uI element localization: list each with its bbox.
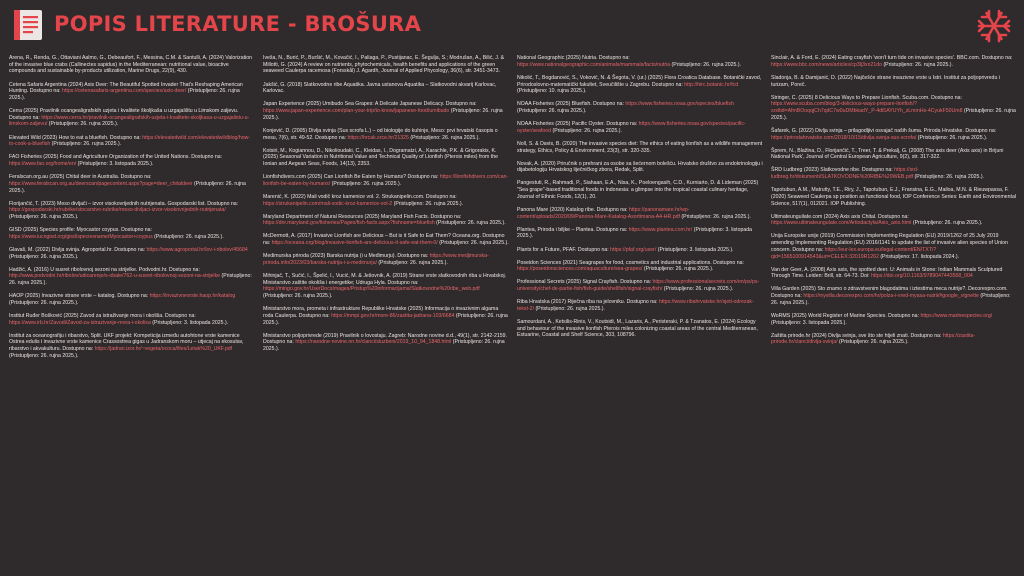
reference-text: Unija Europske unije (2019) Commission Implementing Regulation (EU) 2019/1262 of 25 July 2019 amending Implementing Regulation (EU) 2016/1141 to update the list of invasive alien species of Union concern. Dostupno na: [771, 233, 1010, 253]
reference-link[interactable]: https://oceana.org/blog/invasive-lionfish-are-delicious-it-safe-eat-them-0/ [271, 240, 438, 247]
document-list-icon [14, 10, 42, 40]
page-title: POPIS LITERATURE - BROŠURA [54, 12, 422, 36]
reference-entry [263, 148, 509, 168]
reference-columns [9, 55, 1017, 573]
reference-link[interactable]: https://www.irb.hr/Zavodi/Zavod-za-istrazivanje-mora-i-okolisa [9, 319, 151, 326]
reference-link[interactable]: https://www.fisheries.noaa.gov/species/pacific-oyster/seafood [517, 121, 746, 134]
reference-text: Mihinjač, T., Sučić, I., Špelić, I., Vucić, M. & Ješovnik, A. (2019) Strane vrste slatkovodnih riba u Hrvatskoj. Ministarstvo zaštite okoliša i energetike; Udruga Hyla. Dostupno na: [263, 273, 508, 286]
reference-entry [9, 174, 255, 194]
reference-entry [263, 128, 509, 141]
reference-accessed-date: (Pristupljeno: 26. rujna 2025.). [642, 266, 714, 273]
reference-text: Samourdani, A., Ketsilis-Rinis, V., Koutsidi, M., Lazaris, A., Peristeraki, P. & Tzanatos, E. (2024) Ecology and behaviour of the invasive lionfish Pterois miles colonizing coastal areas of the central Mediterranean, Estuarine, Coastal and Shelf Science, 303, 108796. [517, 319, 760, 339]
reference-text: Riba Hrvatska (2017) Riječna riba na jelovniku. Dostupno na: [517, 299, 659, 306]
reference-accessed-date: (Pristupljeno: 26. rujna 2025.). [263, 339, 507, 353]
reference-accessed-date: (Pristupljeno: 26. rujna 2025.). [263, 108, 505, 121]
reference-accessed-date: (Pristupljeno: 26. rujna 2025.). [534, 305, 605, 312]
reference-link[interactable]: https://www.marinespecies.org/ [920, 312, 993, 319]
reference-text: Elevated Wild (2023) How to eat a bluefish. Dostupno na: [9, 134, 143, 141]
reference-text: Noll, S. & Davis, B. (2020) The invasive species diet: The ethics of eating lionfish as a wildlife management strategy, Ethics, Policy & Environment, 23(3), str. 320-335. [517, 140, 764, 154]
reference-link[interactable]: https://dnr.maryland.gov/fisheries/Pages/fish-facts.aspx?fishname=bluefish [263, 220, 435, 227]
reference-link[interactable]: https://invazivnevrste.haop.hr/katalog [149, 293, 236, 300]
reference-accessed-date: (Pristupljeno: 26. rujna 2025.). [50, 141, 122, 148]
reference-text: Jakšić, G. (2018) Slatkovodne ribe Aquatika. Javna ustanova Aquatika – Slatkovodni akvarij Karlovac, Karlovac. [263, 81, 498, 95]
reference-link[interactable]: https://www.agroportal.hr/lov-i-ribolov/45684 [146, 246, 248, 253]
reference-entry [771, 187, 1017, 207]
reference-text: Konjević, D. (2005) Divlja svinja (Sus scrofa L.) – od biologije do kuhinje, Meso: prvi hrvatski časopis o mesu, 7(6), str. 49-52. Dostupno na: [263, 127, 500, 141]
reference-entry [517, 247, 763, 254]
reference-text: Plants for a Future, PFAF. Dostupno na: [517, 246, 611, 253]
reference-entry [263, 306, 509, 326]
reference-entry [263, 174, 509, 187]
reference-link[interactable]: https://elevatedwild.com/elevatedwildblog/how-to-cook-a-bluefish [9, 134, 251, 148]
reference-entry [263, 253, 509, 266]
reference-text: Ultimateunguilate.com (2024) Axis axis Chital. Dostupno na: [771, 213, 911, 220]
reference-entry [9, 154, 255, 167]
reference-link[interactable]: https://www.nationalgeographic.com/animals/mammals/facts/nutria [517, 61, 671, 68]
reference-accessed-date: (Pristupljeno: 26. rujna 2025.). [376, 259, 448, 266]
reference-link[interactable]: https://poseidonsciences.com/aquaculture/sea-grapes/ [517, 266, 643, 273]
reference-entry [517, 55, 763, 68]
reference-accessed-date: (Pristupljeno: 26. rujna 2025.). [9, 207, 228, 220]
reference-entry [517, 101, 763, 114]
reference-accessed-date: (Pristupljeno: 26. rujna 2025.). [437, 240, 509, 247]
reference-link[interactable]: https://www.ribahrvatske.hr/sjeti-odrezak-tekst-2/ [517, 299, 754, 312]
reference-text: Villa Garden (2025) Sto znamo o zdravstvenim blagodatima i iztestima meса nutrije?. Decorexpro.com. Dostupno na: [771, 286, 1010, 300]
reference-entry [263, 233, 509, 246]
reference-entry [263, 101, 509, 121]
reference-accessed-date: (Pristupljeno: 3. listopada 2025.). [656, 246, 734, 253]
reference-text: Japan Experience (2025) Umibudo Sea Grapes: A Delicate Japanese Delicacy. Dostupno na: [263, 101, 479, 108]
reference-entry [9, 267, 255, 287]
reference-text: NOAA Fisheries (2025) Bluefish. Dostupno na: [517, 101, 626, 108]
reference-accessed-date: (Pristupljeno: 26. rujna 2025.). [152, 233, 224, 240]
reference-accessed-date: (Pristupljeno: 26. rujna 2025.). [263, 286, 482, 300]
reference-text: Plantea, Priroda i biljke – Plantea. Dostupno na: [517, 226, 629, 233]
reference-link[interactable]: https://eur-lex.europa.eu/legal-content/EN/TXT/?qid=1565100914543&uri=CELEX:32019R1262 [771, 246, 937, 260]
reference-link[interactable]: https://www.professionalsecrets.com/en/ps/ps-university/chef-de-partie-fish/fish-guide/shellfish/signal-crayfish/ [517, 279, 760, 293]
reference-entry [771, 75, 1017, 88]
reference-entry [517, 260, 763, 273]
reference-entry [9, 201, 255, 221]
reference-text: Nikolić, T., Bogdanović, S., Voković, N. & Šegota, V. (ur.) (2025) Flora Croatica Database. Botanički zavod, Prirodoslovno-matematički fakultet, Sveučilište u Zagrebu. Dostupno na: [517, 74, 763, 88]
reference-text: Sladonja, B. & Damijanić, D. (2022) Najčešće strane invazivne vrste u Istri. Institut za poljoprivredu i turizam, Poreč. [771, 74, 1002, 88]
reference-link[interactable]: https://www.iucngisd.org/gisd/speciesname/Myocastor+coypus [9, 233, 153, 240]
reference-text: Pangestuti, R., Rahmadi, P., Siahaan, E.A., Nisa, K., Poeloengasih, C.D., Kurniarto, D. & Lideman (2025) "Sea grape"-based traditional foods in Indonesia: a glimpse into the tropical coastal culinary heritage, Journal of Ethnic Foods, 12(1), 20. [517, 180, 760, 200]
reference-entry [517, 319, 763, 339]
reference-accessed-date: (Pristupljeno: 26. rujna 2025.). [330, 180, 402, 187]
reference-link[interactable]: https://prirodahrvatske.com/2018/10/15/divlja-svinja-sus-scrofa/ [771, 134, 917, 141]
reference-entry [517, 75, 763, 95]
reference-accessed-date: (Pristupljeno: 26. rujna 2025.). [916, 134, 988, 141]
reference-text: Tapotubun, A.M., Matrutty, T.E., Riry, J., Tapotubun, E.J., Fransina, E.G., Mailoa, M.N. & Rieuwpassa, F. (2020) Seaweed Caulerpa sp position as functional food, IOP Conference Series: Earth and Environmental Science, 517(1), 012021. IOP Publishing. [771, 187, 1018, 207]
reference-entry [517, 207, 763, 220]
reference-accessed-date: (Pristupljeno: 26. rujna 2025.). [679, 213, 751, 220]
reference-accessed-date: (Pristupljeno: 3. listopada 2025.). [517, 226, 754, 240]
reference-link[interactable]: http://www.podvodni.hr/ribolov/udicarenje/s-obale/762-u-susret-ribolovnoj-sezoni-na-strijelke [9, 273, 221, 280]
reference-accessed-date: (Pristupljeno: 26. rujna 2025.). [392, 200, 464, 207]
reference-entry [517, 141, 763, 154]
reference-text: National Geographic (2025) Nutria. Dostupno na: [517, 55, 632, 61]
reference-accessed-date: (Pristupljeno: 26. rujna 2025.). [263, 312, 510, 326]
reference-entry [771, 233, 1017, 260]
reference-text: Arena, R., Renda, G., Ottaviani Aalmo, G., Debeaufort, F., Messina, C.M. & Santulli, A. (2024) Valorization of the invasive blue crabs (Callinectes sapidus) in the Mediterranean: nutritional value, bioactive compounds and sustainable by-products utilization, Marine Drugs, 22(9), 430. [9, 55, 254, 75]
reference-accessed-date: (Pristupljeno: 26. rujna 2025.). [771, 293, 1013, 306]
reference-text: Cetena Safaris Argentina (2024) Axis Deer: The Beautiful Spotted Invader That's Reshaping American Hunting. Dostupno na: [9, 81, 245, 95]
reference-link[interactable]: https://www.medjimurska-priroda.info/2023/03/barska-nutrija-i-u-medimurju/ [263, 253, 489, 266]
reference-text: Novak, A. (2020) Priručnik o prehrani za osobe sa šećernom bolešću. Hrvatsko društvo za endokrinologiju i dijabetologiju Hrvatskog liječničkog zbora, Redak, Split. [517, 160, 765, 174]
reference-accessed-date: (Pristupljeno: 26. rujna 2025.). [9, 273, 254, 287]
reference-accessed-date: (Pristupljeno: 26. rujna 2025.). [771, 108, 1018, 121]
reference-link[interactable]: https://srd-ludbreg.hr/dokumenti/SLATKOVODNE%20RIBE%20WEB.pdf [771, 167, 919, 181]
reference-text: ŠRD Ludbreg (2023) Slatkovodne ribe. Dostupno na: [771, 167, 895, 174]
reference-accessed-date: (Pristupljeno: 26. rujna 2025.). [662, 286, 734, 293]
reference-entry [263, 333, 509, 353]
reference-accessed-date: (Pristupljeno: 26. rujna 2025.). [913, 174, 984, 181]
reference-text: Panona Mare (2020) Katalog ribe. Dostupno na: [517, 206, 629, 213]
reference-entry [9, 55, 255, 75]
reference-text: HAOP (2025) Invazivne strane vrste – katalog. Dostupno na: [9, 293, 150, 300]
reference-entry [9, 293, 255, 306]
reference-column-2 [263, 55, 509, 573]
reference-text: NOAA Fisheries (2025) Pacific Oyster. Dostupno na: [517, 121, 639, 128]
reference-link[interactable]: https://zastita-prirode.hr/clanci/divlja-svinja/ [771, 332, 976, 346]
reference-link[interactable]: https://www.japan-experience.com/plan-your-trip/to-know/japanese-food/umibudo [263, 108, 450, 114]
reference-text: Maryland Department of Natural Resources (2025) Maryland Fish Facts. Dostupno na: [263, 213, 463, 220]
reference-text: Ivešа, N., Burić, P., Buršić, M., Kovačić, I., Paliaga, P., Pustijanac, E. Šegulja, S.; Modrušan, A., Bilić, J. & Millotti, G. (2024) A review on nutrients, phytochemicals, health benefits and applications of the green seaweed Caulerpa racemosa (Forsskål) J. Agardh, Journal of Applied Phycology, 36(6), str. 3451-3473. [263, 55, 506, 75]
reference-entry [517, 121, 763, 134]
reference-accessed-date: (Pristupljeno: 26. rujna 2025.). [837, 339, 909, 346]
reference-entry [263, 82, 509, 95]
reference-link[interactable]: https://www.cerra.hr/pravilnik-ocangealigrafskih-uzjeta-i-kvalitete-skoljkasa-u-uzgajalistu-u-limskom-zaljevu/ [9, 114, 250, 128]
reference-text: GISD (2025) Species profile: Myocastor coypus. Dostupno na: [9, 227, 154, 234]
reference-link[interactable]: http://hirc.botanic.hr/fcd [684, 81, 739, 88]
reference-link[interactable]: https://www.fao.org/home/en/ [9, 161, 77, 167]
reference-text: FAO Fisheries (2025) Food and Agriculture Organization of the United Nations. Dostupno na: [9, 154, 224, 161]
reference-entry [771, 128, 1017, 141]
reference-entry [9, 313, 255, 326]
reference-text: McDermott, A. (2017) Invasive Lionfish are Delicious – But is it Safe to Eat Them? Oceana.org. Dostupno na: [263, 233, 506, 247]
reference-text: Florijančić, T. (2023) Meso divljači – izvor visokovrijednih nutrijenata. Gospodarski list. Dostupno na: [9, 200, 240, 207]
reference-entry [771, 267, 1017, 280]
reference-entry [9, 82, 255, 102]
reference-accessed-date: (Pristupljeno: 3. listopada 2025.). [771, 312, 994, 326]
reference-entry [9, 227, 255, 240]
reference-link[interactable]: https://jadran.izor.hr/~vegeta/ococa/files/Letak%20_UKF.pdf [94, 346, 233, 353]
reference-text: Poseidon Sciences (2021) Seagrapes for food, cosmetics and industrial applications. Dostupno na: [517, 259, 746, 266]
reference-text: Lionfishdivers.com (2025) Can Lionfish Be Eaten by Humans? Dostupno na: [263, 174, 440, 181]
reference-link[interactable]: https://mingo.gov.hr/UserDocsImages/Pristup%20informacijama/Slatkovodne%20ribe_web.pdf [263, 286, 480, 293]
reference-accessed-date: (Pristupljeno: 26. rujna 2025.). [408, 134, 480, 141]
reference-link[interactable]: https://narodne-novine.nn.hr/clanci/sluzbeni/2019_10_94_1848.html [295, 339, 452, 346]
reference-text: Cerra (2025) Pravilnik ocangealigrafskih uzjeta i kvalitete školjkaša u uzgajalištu u Limskom zaljevu. Dostupno na: [9, 108, 240, 121]
reference-entry [263, 273, 509, 300]
reference-link[interactable]: https://pfaf.org/user/ [610, 246, 657, 253]
reference-link[interactable]: https://www.fisheries.noaa.gov/species/bluefish [625, 101, 734, 108]
reference-entry [9, 135, 255, 148]
reference-text: WoRMS (2025) World Register of Marine Species. Dostupno na: [771, 312, 921, 319]
reference-entry [771, 148, 1017, 161]
reference-accessed-date: (Pristupljeno: 26. rujna 2025.). [9, 180, 248, 194]
reference-link[interactable]: https://www.scuba.com/blog/3-delicious-ways-prepare-lionfish/?srsltid=AfmBOoqqjCh7qdC7w0uDMbkadY_P-4di5AYUYh_zLmmHs-4CyukF50Um8 [771, 101, 963, 114]
reference-accessed-date: (Pristupljeno: 3. listopada 2025.). [150, 319, 229, 326]
reference-entry [263, 55, 509, 75]
reference-text: Zaštita prirode.hr (2024) Divlja svinja, sve što ste htjeli znati. Dostupno na: [771, 332, 943, 339]
reference-text: Professional Secrets (2025) Signal Crayfish. Dostupno na: [517, 279, 653, 286]
reference-text: Medimurska priroda (2023) Barska nutrija (i u Međimurju). Dostupno na: [263, 253, 430, 260]
reference-accessed-date: (Pristupljeno: 26. rujna 2025.). [47, 121, 119, 128]
reference-entry [771, 333, 1017, 346]
reference-text: Ministarstvo mora, prometa i infrastrukture Republike Hrvatske (2025) Informacija o invazivnim algama roda Caulerpa. Dostupno na: [263, 306, 500, 319]
reference-entry [771, 286, 1017, 306]
reference-link[interactable]: https://myvilla.decorexpro.com/hr/polza-i-vred-myasa-nutrii/#google_vignette [803, 293, 979, 300]
reference-entry [517, 279, 763, 292]
reference-link[interactable]: https://cetenasafaris-argentina.com/species/axis-deer/ [62, 88, 187, 95]
reference-entry [9, 247, 255, 260]
reference-text: Ministarstvo poljoprivrede (2019) Pravilnik o lovostaju. Zagreb: Narodne novine d.d., 49(1), str. 2142-2159. Dostupno na: [263, 332, 509, 346]
reference-text: Kotsiri, M., Kogiannou, D., Nikolioudaki, C., Kleidas, I., Dogramatzi, A., Karachle, P.K. & Grigorakis, K. (2025) Seasonal Variation in Nutritional Value and Technical Quality of Lionfish (Pterois miles) from the Ionian and Aegean Seas, Foods, 14(13), 2353. [263, 147, 500, 167]
reference-accessed-date: (Pristupljeno: 26. rujna 2025.). [434, 220, 506, 227]
reference-link[interactable]: https://www.bbc.com/news/articles/cp3lj3xn21do [771, 61, 883, 68]
reference-text: Šprem, N., Blažina, D., Florijančić, T., Treer, T. & Prekalj, G. (2008) The axis deer (Axis axis) in Brijuni National Park', Journal of Central European Agriculture, 9(2), str. 317-322. [771, 147, 1005, 161]
reference-link[interactable]: https://strukanipelin.com/mali-vodic-kroz-kamenice-vol-2 [263, 200, 393, 207]
reference-text: Sinclair, A. & Ford, E. (2024) Eating crayfish 'won't turn tide on invasive species'. BBC.com. Dostupno na: [771, 55, 1014, 61]
reference-column-4 [771, 55, 1017, 573]
page-header [0, 0, 1024, 50]
reference-accessed-date: (Pristupljeno: 17. listopada 2024.). [878, 253, 960, 260]
reference-accessed-date: (Pristupljeno: 26. rujna 2025.). [670, 61, 742, 68]
reference-entry [771, 55, 1017, 68]
reference-entry [517, 161, 763, 174]
reference-text: Institut za oceanografiju i ribarstvo, Split. UKF projekt: Kompeticija između autohtone vrste kamenice Ostrea edulis i invazivne vrste kamenice Crassostrea gigas u Jadranskom moru – utjecaj na ekosutav, ribarstvo i akvakulturu. Dostupno na: [9, 332, 245, 353]
reference-accessed-date: (Pristupljeno: 26. rujna 2025.). [9, 246, 250, 260]
reference-column-3 [517, 55, 763, 573]
reference-entry [9, 108, 255, 128]
reference-link[interactable]: https://lionfishdivers.com/can-lionfish-be-eaten-by-humans/ [263, 174, 509, 187]
reference-accessed-date: (Pristupljeno: 3. listopada 2025.). [76, 161, 154, 167]
reference-accessed-date: (Pristupljeno: 26. rujna 2025.). [9, 293, 237, 306]
reference-link[interactable]: https://www.ultimateungulate.com/Artiodactyla/Axis_axis.html [771, 220, 912, 227]
reference-entry [517, 299, 763, 312]
reference-text: Stringer, C. (2025) 8 Delicious Ways to Prepare Lionfish. Scuba.com. Dostupno na: [771, 94, 964, 101]
reference-entry [771, 167, 1017, 180]
reference-text: Glavaš, M. (2022) Divlja svinja. Agroportal.hr. Dostupno na: [9, 246, 147, 253]
reference-link[interactable]: https://doi.org/10.1163/9789047443568_004 [871, 273, 973, 280]
reference-entry [263, 194, 509, 207]
reference-accessed-date: (Pristupljeno: 26. rujna 2025.). [551, 127, 622, 134]
reference-link[interactable]: https://panonamare.hr/wp-content/uploads/2020/09/Panona-Mare-Katalog-Asortimana-A4-HR.pdf [517, 206, 690, 220]
reference-entry [517, 227, 763, 240]
reference-text: Feralscan.org.au (2025) Chital deer in Australia. Dostupno na: [9, 174, 153, 181]
reference-entry [9, 333, 255, 360]
reference-link[interactable]: https://www.feralscan.org.au/deerscan/pagecontent.aspx?page=deer_chitaldeer [9, 180, 193, 187]
reference-text: Šafarek, G. (2022) Divlja svinja – prilagodljivi osvajač naših šuma. Priroda Hrvatske. Dostupno na: [771, 127, 998, 134]
reference-link[interactable]: https://mmpi.gov.hr/more-86/zastita-jadrana-103/6684 [331, 312, 455, 319]
reference-accessed-date: (Pristupljeno: 26. rujna 2025.). [517, 101, 736, 114]
reference-accessed-date: (Pristupljeno: 26. rujna 2025.). [911, 220, 983, 227]
reference-link[interactable]: https://hrcak.srce.hr/21325 [347, 134, 409, 141]
reference-column-1 [9, 55, 255, 573]
reference-link[interactable]: https://gospodarski.hr/rubrike/stocarstvo-rubrike/meso-divljaci-izvor-visokovrijednih-nutrijenata/ [9, 207, 226, 214]
reference-entry [771, 95, 1017, 122]
reference-entry [771, 214, 1017, 227]
reference-entry [517, 180, 763, 200]
reference-accessed-date: (Pristupljeno: 10. rujna 2025.). [517, 81, 740, 95]
reference-accessed-date: (Pristupljeno: 26. rujna 2025.). [9, 346, 234, 359]
reference-text: Hadžić, A. (2016) U susret ribolovnoj sezoni na strijelke. Podvodni.hr. Dostupno na: [9, 266, 202, 273]
reference-text: Van der Geer, A. (2008) Axis axis, the spotted deer. U: Animals in Stone: Indian Mammals Sculptured Through Time. Leiden: Brill, str. 64-73. Doi: [771, 266, 1004, 280]
reference-accessed-date: (Pristupljeno: 26. rujna 2025.). [9, 88, 242, 101]
reference-entry [263, 214, 509, 227]
snowflake-logo-icon [975, 8, 1013, 44]
reference-text: Institut Ruđer Bošković (2025) Zavod za istraživanje mora i okoliša. Dostupno na: [9, 312, 198, 319]
reference-accessed-date: (Pristupljeno: 26. rujna 2025.). [882, 61, 953, 68]
reference-link[interactable]: https://www.plantea.com.hr/ [628, 226, 693, 233]
reference-entry [771, 313, 1017, 326]
reference-text: Marenić, K. (2022) Mali vodič kroz kamenice vol. 2. Strukanipelin.com. Dostupno na: [263, 193, 459, 200]
